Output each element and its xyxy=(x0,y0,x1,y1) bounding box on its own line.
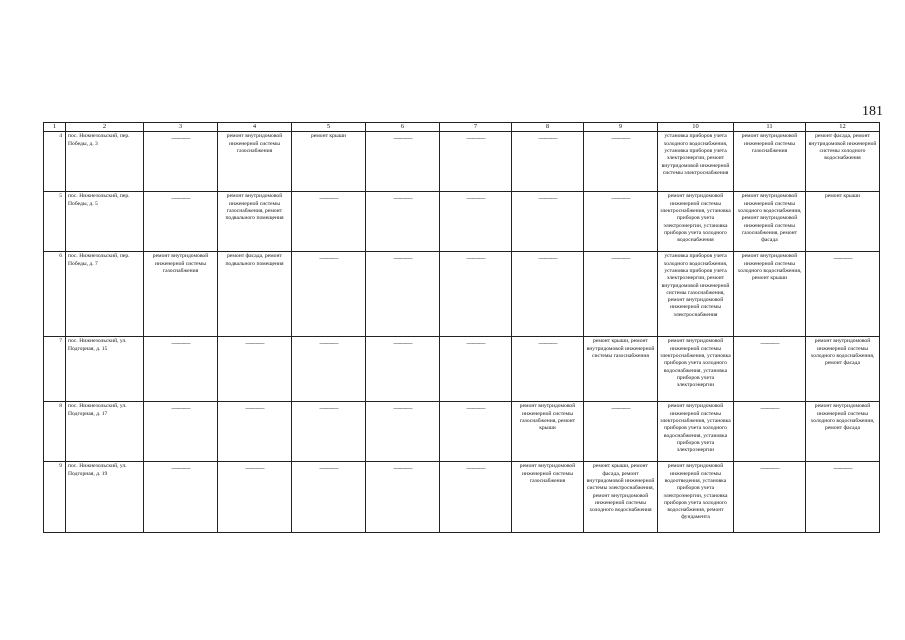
table-cell xyxy=(292,192,366,252)
dash-cell: ——— xyxy=(319,194,338,203)
dash-cell: ——— xyxy=(538,339,557,348)
table-cell xyxy=(734,402,806,462)
dash-cell: ——— xyxy=(171,134,190,143)
dash-cell: ——— xyxy=(538,254,557,263)
dash-cell: ——— xyxy=(171,194,190,203)
column-header: 10 xyxy=(658,123,734,132)
table-cell xyxy=(218,337,292,402)
column-header: 3 xyxy=(144,123,218,132)
table-cell xyxy=(440,337,512,402)
table-cell xyxy=(292,252,366,337)
table-cell xyxy=(144,337,218,402)
row-address: пос. Нижнезольский, пер. Победы, д. 7 xyxy=(66,252,144,337)
row-address: пос. Нижнезольский, пер. Победы, д. 3 xyxy=(66,132,144,192)
dash-cell: ——— xyxy=(393,194,412,203)
dash-cell: ——— xyxy=(393,339,412,348)
table-cell xyxy=(584,192,658,252)
table-cell: ремонт внутридомовой инженерной системы холодного водоснабжения, ремонт внутридомовой инженерной системы газоснабжения, ремонт фасада xyxy=(734,192,806,252)
table-cell xyxy=(144,402,218,462)
table-row xyxy=(44,192,880,252)
row-number: 6 xyxy=(44,252,66,337)
row-number: 8 xyxy=(44,402,66,462)
table-row xyxy=(44,132,880,192)
table-cell xyxy=(512,252,584,337)
table-cell: ремонт крыши, ремонт внутридомовой инженерной системы газоснабжения xyxy=(584,337,658,402)
table-cell xyxy=(144,132,218,192)
page-number: 181 xyxy=(862,104,883,119)
dash-cell: ——— xyxy=(760,464,779,473)
row-address: пос. Нижнезольский, ул. Подгорная, д. 19 xyxy=(66,462,144,533)
table-cell xyxy=(440,192,512,252)
table-cell: ремонт фасада, ремонт подвального помещения xyxy=(218,252,292,337)
table-cell: установка приборов учета холодного водоснабжения, установка приборов учета электроэнергии, ремонт внутридомовой инженерной системы электроснабжения xyxy=(658,132,734,192)
column-header: 12 xyxy=(806,123,880,132)
table-cell xyxy=(806,252,880,337)
dash-cell: ——— xyxy=(611,254,630,263)
dash-cell: ——— xyxy=(611,134,630,143)
table-cell: ремонт внутридомовой инженерной системы электроснабжения, установка приборов учета холодного водоснабжения, установка приборов учета электроэнергии xyxy=(658,402,734,462)
dash-cell: ——— xyxy=(171,404,190,413)
table-cell xyxy=(218,402,292,462)
table-cell xyxy=(584,402,658,462)
dash-cell: ——— xyxy=(393,464,412,473)
table-cell xyxy=(366,462,440,533)
dash-cell: ——— xyxy=(611,194,630,203)
table-cell xyxy=(440,252,512,337)
column-header: 5 xyxy=(292,123,366,132)
dash-cell: ——— xyxy=(319,254,338,263)
table-cell: ремонт внутридомовой инженерной системы холодного водоснабжения, ремонт крыши xyxy=(734,252,806,337)
table-cell: ремонт внутридомовой инженерной системы электроснабжения, установка приборов учета холодного водоснабжения, установка приборов учета электроэнергии xyxy=(658,337,734,402)
repair-schedule-table xyxy=(43,122,880,533)
table-cell xyxy=(734,337,806,402)
dash-cell: ——— xyxy=(466,404,485,413)
table-cell: ремонт внутридомовой инженерной системы холодного водоснабжения, ремонт фасада xyxy=(806,337,880,402)
table-cell xyxy=(584,252,658,337)
row-number: 7 xyxy=(44,337,66,402)
table-cell: ремонт внутридомовой инженерной системы газоснабжения xyxy=(144,252,218,337)
table-cell: установка приборов учета холодного водоснабжения, установка приборов учета электроэнергии, ремонт внутридомовой инженерной системы газоснабжения, ремонт внутридомовой инженерной системы электроснабжения xyxy=(658,252,734,337)
table-row xyxy=(44,252,880,337)
table-cell: ремонт внутридомовой инженерной системы газоснабжения, ремонт крыши xyxy=(512,402,584,462)
table-cell xyxy=(144,462,218,533)
dash-cell: ——— xyxy=(833,254,852,263)
dash-cell: ——— xyxy=(538,134,557,143)
table-cell xyxy=(440,462,512,533)
row-address: пос. Нижнезольский, пер. Победы, д. 5 xyxy=(66,192,144,252)
table-cell: ремонт внутридомовой инженерной системы газоснабжения xyxy=(734,132,806,192)
table-cell xyxy=(806,462,880,533)
dash-cell: ——— xyxy=(760,404,779,413)
table-row xyxy=(44,402,880,462)
table-cell: ремонт внутридомовой инженерной системы электроснабжения, установка приборов учета электроэнергии, установка приборов учета холодного водоснабжения xyxy=(658,192,734,252)
dash-cell: ——— xyxy=(466,339,485,348)
table-cell xyxy=(734,462,806,533)
dash-cell: ——— xyxy=(171,339,190,348)
column-header: 7 xyxy=(440,123,512,132)
column-header: 8 xyxy=(512,123,584,132)
column-header: 6 xyxy=(366,123,440,132)
table-cell xyxy=(366,337,440,402)
dash-cell: ——— xyxy=(319,464,338,473)
dash-cell: ——— xyxy=(319,339,338,348)
table-cell: ремонт крыши xyxy=(292,132,366,192)
table-cell xyxy=(366,402,440,462)
table-cell xyxy=(440,402,512,462)
table-cell: ремонт внутридомовой инженерной системы газоснабжения xyxy=(218,132,292,192)
table-cell xyxy=(512,192,584,252)
dash-cell: ——— xyxy=(466,464,485,473)
dash-cell: ——— xyxy=(245,339,264,348)
dash-cell: ——— xyxy=(538,194,557,203)
dash-cell: ——— xyxy=(466,194,485,203)
row-number: 5 xyxy=(44,192,66,252)
table-row xyxy=(44,337,880,402)
column-header: 1 xyxy=(44,123,66,132)
table-cell xyxy=(292,337,366,402)
row-address: пос. Нижнезольский, ул. Подгорная, д. 17 xyxy=(66,402,144,462)
table-cell xyxy=(366,192,440,252)
dash-cell: ——— xyxy=(760,339,779,348)
table-cell xyxy=(440,132,512,192)
dash-cell: ——— xyxy=(245,404,264,413)
table-cell xyxy=(512,337,584,402)
table-cell xyxy=(292,402,366,462)
table-row xyxy=(44,462,880,533)
table-cell: ремонт внутридомовой инженерной системы холодного водоснабжения, ремонт фасада xyxy=(806,402,880,462)
column-header: 2 xyxy=(66,123,144,132)
dash-cell: ——— xyxy=(319,404,338,413)
table-cell xyxy=(292,462,366,533)
table-cell: ремонт внутридомовой инженерной системы водоотведения, установка приборов учета электроэнергии, установка приборов учета холодного водоснабжения, ремонт фундамента xyxy=(658,462,734,533)
table-cell: ремонт фасада, ремонт внутридомовой инженерной системы холодного водоснабжения xyxy=(806,132,880,192)
table-cell: ремонт внутридомовой инженерной системы газоснабжения xyxy=(512,462,584,533)
dash-cell: ——— xyxy=(466,254,485,263)
table-cell xyxy=(584,132,658,192)
table-cell xyxy=(144,192,218,252)
dash-cell: ——— xyxy=(245,464,264,473)
row-number: 9 xyxy=(44,462,66,533)
dash-cell: ——— xyxy=(833,464,852,473)
table-cell xyxy=(366,132,440,192)
dash-cell: ——— xyxy=(611,404,630,413)
dash-cell: ——— xyxy=(393,404,412,413)
dash-cell: ——— xyxy=(466,134,485,143)
table-cell xyxy=(366,252,440,337)
dash-cell: ——— xyxy=(171,464,190,473)
dash-cell: ——— xyxy=(393,254,412,263)
row-address: пос. Нижнезольский, ул. Подгорная, д. 15 xyxy=(66,337,144,402)
dash-cell: ——— xyxy=(393,134,412,143)
table-cell: ремонт внутридомовой инженерной системы газоснабжения, ремонт подвального помещения xyxy=(218,192,292,252)
row-number: 4 xyxy=(44,132,66,192)
column-header: 9 xyxy=(584,123,658,132)
table-header-row xyxy=(44,123,880,132)
column-header: 11 xyxy=(734,123,806,132)
table-cell xyxy=(512,132,584,192)
table-cell: ремонт крыши xyxy=(806,192,880,252)
column-header: 4 xyxy=(218,123,292,132)
table-cell: ремонт крыши, ремонт фасада, ремонт внутридомовой инженерной системы электроснабжения, ремонт внутридомовой инженерной системы холодного водоснабжения xyxy=(584,462,658,533)
table-cell xyxy=(218,462,292,533)
